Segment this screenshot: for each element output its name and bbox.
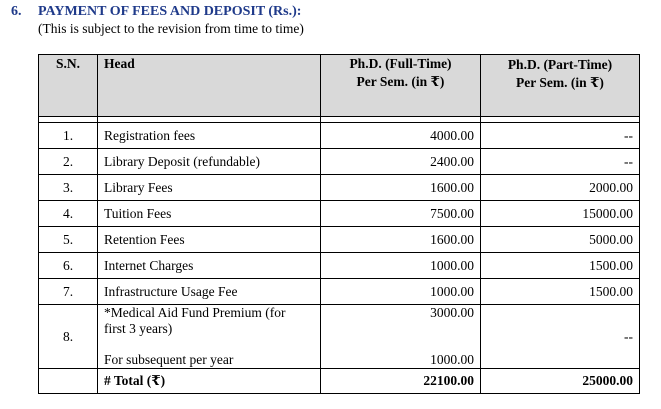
total-full-time: 22100.00 bbox=[321, 369, 481, 394]
row-sn: 3. bbox=[39, 175, 98, 201]
table-row bbox=[39, 201, 640, 227]
row-sn: 7. bbox=[39, 279, 98, 305]
row-full-time-amount: 2400.00 bbox=[321, 149, 481, 175]
row-head: Infrastructure Usage Fee bbox=[98, 279, 321, 305]
header-part-time bbox=[481, 55, 640, 117]
row-sn: 2. bbox=[39, 149, 98, 175]
row-part-time-amount: 1500.00 bbox=[481, 279, 640, 305]
header-part-time-line2: Per Sem. (in ₹) bbox=[516, 75, 604, 90]
section-heading bbox=[11, 4, 301, 20]
row-part-time-amount: -- bbox=[481, 123, 640, 149]
header-sn: S.N. bbox=[39, 55, 98, 117]
section-title: PAYMENT OF FEES AND DEPOSIT (Rs.): bbox=[38, 4, 302, 19]
row-full-time-amount: 1600.00 bbox=[321, 175, 481, 201]
row-sn: 8. bbox=[39, 305, 98, 369]
row-sn: 6. bbox=[39, 253, 98, 279]
row-head: Registration fees bbox=[98, 123, 321, 149]
row-part-time-amount: 1500.00 bbox=[481, 253, 640, 279]
row-head: Internet Charges bbox=[98, 253, 321, 279]
table-row bbox=[39, 279, 640, 305]
section-note: (This is subject to the revision from time to time) bbox=[38, 21, 304, 36]
row-part-time-amount: 5000.00 bbox=[481, 227, 640, 253]
header-full-time bbox=[321, 55, 481, 117]
header-row bbox=[39, 55, 640, 117]
row-full-time-amount: 7500.00 bbox=[321, 201, 481, 227]
header-part-time-line1: Ph.D. (Part-Time) bbox=[507, 57, 613, 72]
row-full-time-amount: 1600.00 bbox=[321, 227, 481, 253]
row-head: Retention Fees bbox=[98, 227, 321, 253]
total-part-time: 25000.00 bbox=[481, 369, 640, 394]
row-head: Tuition Fees bbox=[98, 201, 321, 227]
row-full-time-amount: 1000.00 bbox=[321, 279, 481, 305]
table-row-medical bbox=[39, 305, 640, 369]
table-row bbox=[39, 227, 640, 253]
total-row bbox=[39, 369, 640, 394]
medical-subsequent-amount: 1000.00 bbox=[430, 352, 474, 367]
section-number: 6. bbox=[11, 4, 22, 19]
fees-table bbox=[38, 54, 640, 394]
row-sn: 5. bbox=[39, 227, 98, 253]
header-full-time-line2: Per Sem. (in ₹) bbox=[356, 74, 445, 89]
row-part-time-amount: -- bbox=[481, 305, 640, 369]
medical-first-amount: 3000.00 bbox=[430, 305, 474, 320]
medical-line3: For subsequent per year bbox=[104, 352, 234, 367]
row-head: Library Fees bbox=[98, 175, 321, 201]
row-part-time-amount: 2000.00 bbox=[481, 175, 640, 201]
table-row bbox=[39, 149, 640, 175]
row-full-time-amount-medical bbox=[321, 305, 481, 369]
table-row bbox=[39, 175, 640, 201]
row-full-time-amount: 1000.00 bbox=[321, 253, 481, 279]
header-full-time-line1: Ph.D. (Full-Time) bbox=[349, 56, 452, 71]
row-part-time-amount: -- bbox=[481, 149, 640, 175]
row-sn: 4. bbox=[39, 201, 98, 227]
row-sn: 1. bbox=[39, 123, 98, 149]
table-row bbox=[39, 253, 640, 279]
row-part-time-amount: 15000.00 bbox=[481, 201, 640, 227]
header-head: Head bbox=[98, 55, 321, 117]
row-full-time-amount: 4000.00 bbox=[321, 123, 481, 149]
medical-line1: *Medical Aid Fund Premium (for bbox=[104, 305, 286, 320]
row-head: Library Deposit (refundable) bbox=[98, 149, 321, 175]
total-label: # Total (₹) bbox=[98, 369, 321, 394]
table-row bbox=[39, 123, 640, 149]
row-head-medical bbox=[98, 305, 321, 369]
medical-line2: first 3 years) bbox=[104, 321, 173, 336]
